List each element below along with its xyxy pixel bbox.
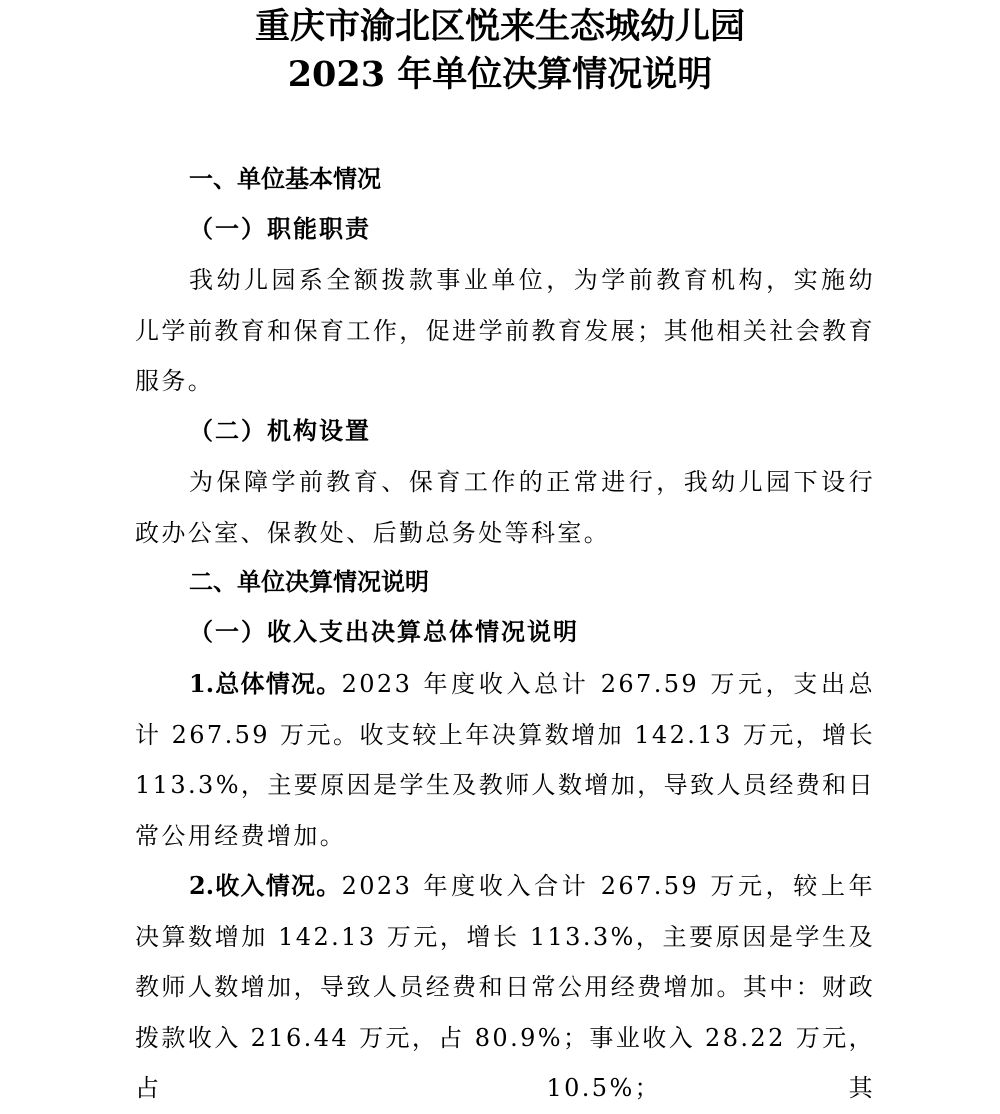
section1-sub2-body: 为保障学前教育、保育工作的正常进行，我幼儿园下设行政办公室、保教处、后勤总务处等科室。 (135, 468, 875, 547)
document-title-line2: 2023 年单位决算情况说明 (287, 54, 713, 95)
overall-situation-paragraph (135, 659, 875, 861)
income-situation-lead: 2.收入情况。 (189, 871, 342, 900)
overall-situation-lead: 1.总体情况。 (189, 669, 342, 698)
section1-sub2-heading: （二）机构设置 (189, 416, 371, 445)
section2-heading: 二、单位决算情况说明 (189, 568, 429, 596)
overall-situation-body: 2023 年度收入总计 267.59 万元，支出总计 267.59 万元。收支较上年决算数增加 142.13 万元，增长 113.3%，主要原因是学生及教师人数增加，导致人员经费和日常公用经费增加。 (135, 670, 875, 850)
section2-sub1-heading: （一）收入支出决算总体情况说明 (189, 617, 579, 646)
section1-sub1-body: 我幼儿园系全额拨款事业单位，为学前教育机构，实施幼儿学前教育和保育工作，促进学前教育发展；其他相关社会教育服务。 (135, 266, 875, 395)
income-situation-paragraph (135, 861, 875, 1114)
section1-heading: 一、单位基本情况 (189, 165, 381, 193)
section1-sub1-heading: （一）职能职责 (189, 214, 371, 243)
income-situation-body: 2023 年度收入合计 267.59 万元，较上年决算数增加 142.13 万元，增长 113.3%，主要原因是学生及教师人数增加，导致人员经费和日常公用经费增加。其中：财政拨款收入 216.44 万元，占 80.9%；事业收入 28.22 万元，占 10.5%；其 (135, 872, 875, 1102)
document-title-line1: 重庆市渝北区悦来生态城幼儿园 (254, 6, 745, 47)
